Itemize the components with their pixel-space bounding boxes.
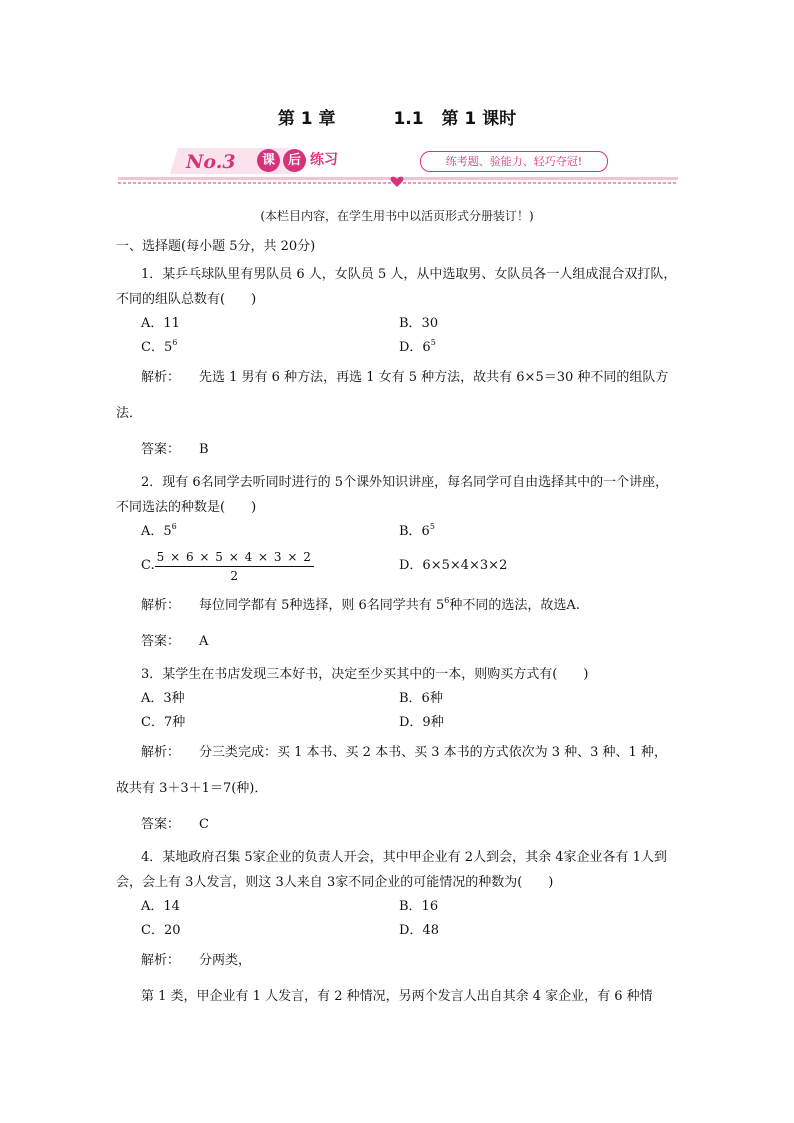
q2-option-a: A．$5^6$ bbox=[141, 522, 177, 539]
question-2-options bbox=[116, 520, 680, 588]
q4-solution: 解析： 分两类， bbox=[141, 953, 252, 968]
q1-solution: 解析： 先选 1 男有 6 种方法，再选 1 女有 5 种方法，故共有 6×5＝30 种不同的组队方 bbox=[141, 370, 669, 385]
q3-solution-cont: 故共有 3＋3＋1＝7(种)． bbox=[116, 781, 268, 796]
banner-tail: 练习 bbox=[310, 152, 338, 168]
q3-option-a: A．3种 bbox=[141, 691, 185, 706]
question-1-text: 1．某乒乓球队里有男队员 6 人，女队员 5 人，从中选取男、女队员各一人组成混合双打队，不同的组队总数有( ) bbox=[116, 267, 677, 307]
binding-note: (本栏目内容，在学生用书中以活页形式分册装订！) bbox=[260, 209, 534, 223]
page-title bbox=[0, 104, 794, 129]
q1-option-c: C．$5^6$ bbox=[141, 338, 178, 355]
q1-answer: 答案： B bbox=[141, 442, 209, 457]
banner-char-hou: 后 bbox=[283, 149, 306, 172]
question-2-text: 2．现有 6名同学去听同时进行的 5个课外知识讲座，每名同学可自由选择其中的一个讲座，不同选法的种数是( ) bbox=[116, 475, 669, 515]
question-4-options bbox=[116, 895, 680, 943]
q3-option-b: B．6种 bbox=[399, 691, 443, 706]
banner-number: No.3 bbox=[186, 151, 236, 173]
q1-solution-cont: 法． bbox=[116, 406, 143, 421]
chapter-label: 第 1 章 bbox=[277, 109, 336, 129]
q1-option-d: D．$6^5$ bbox=[399, 338, 436, 355]
section-title: 一、选择题(每小题 5分，共 20分) bbox=[116, 239, 316, 254]
q4-case-1: 第 1 类，甲企业有 1 人发言，有 2 种情况，另两个发言人出自其余 4 家企业，有 6 种情 bbox=[141, 989, 653, 1004]
q2-option-c: C. $\frac{5 \times 6 \times 5 \times 4 \times 3 \times 2}{2}$ bbox=[141, 549, 312, 583]
q3-solution: 解析： 分三类完成：买 1 本书、买 2 本书、买 3 本书的方式依次为 3 种、3 种、1 种， bbox=[141, 745, 667, 760]
question-3-options bbox=[116, 687, 680, 735]
banner-char-ke: 课 bbox=[257, 149, 280, 172]
question-1-options bbox=[116, 312, 680, 360]
q2-solution: 解析： 每位同学都有 5种选择，则 6名同学共有 $5^6$种不同的选法，故选A. bbox=[141, 596, 580, 613]
lesson-label: 第 1 课时 bbox=[441, 109, 517, 129]
q3-option-d: D．9种 bbox=[399, 715, 444, 730]
q1-option-a: A．11 bbox=[141, 316, 180, 331]
q2-option-c-fraction: $\frac{5 \times 6 \times 5 \times 4 \times 3 \times 2}{2}$ bbox=[156, 549, 312, 583]
q4-option-c: C．20 bbox=[141, 923, 181, 938]
q2-option-d: D．6×5×4×3×2 bbox=[399, 558, 508, 573]
question-4-text: 4．某地政府召集 5家企业的负责人开会，其中甲企业有 2人到会，其余 4家企业各有 1人到会，会上有 3人发言，则这 3人来自 3家不同企业的可能情况的种数为( ) bbox=[116, 850, 667, 890]
q3-answer: 答案： C bbox=[141, 817, 209, 832]
q1-option-b: B．30 bbox=[399, 316, 439, 331]
exercise-banner bbox=[118, 146, 678, 191]
q2-answer: 答案： A bbox=[141, 634, 209, 649]
question-3-text: 3．某学生在书店发现三本好书，决定至少买其中的一本，则购买方式有( ) bbox=[141, 667, 589, 682]
q4-option-a: A．14 bbox=[141, 899, 180, 914]
q4-option-d: D．48 bbox=[399, 923, 439, 938]
section-label: 1.1 bbox=[393, 109, 424, 129]
banner-slogan: 练考题、验能力、轻巧夺冠! bbox=[420, 151, 608, 172]
q3-option-c: C．7种 bbox=[141, 715, 186, 730]
q4-option-b: B．16 bbox=[399, 899, 439, 914]
q2-option-b: B．$6^5$ bbox=[399, 522, 435, 539]
exercise-content bbox=[116, 234, 680, 1015]
